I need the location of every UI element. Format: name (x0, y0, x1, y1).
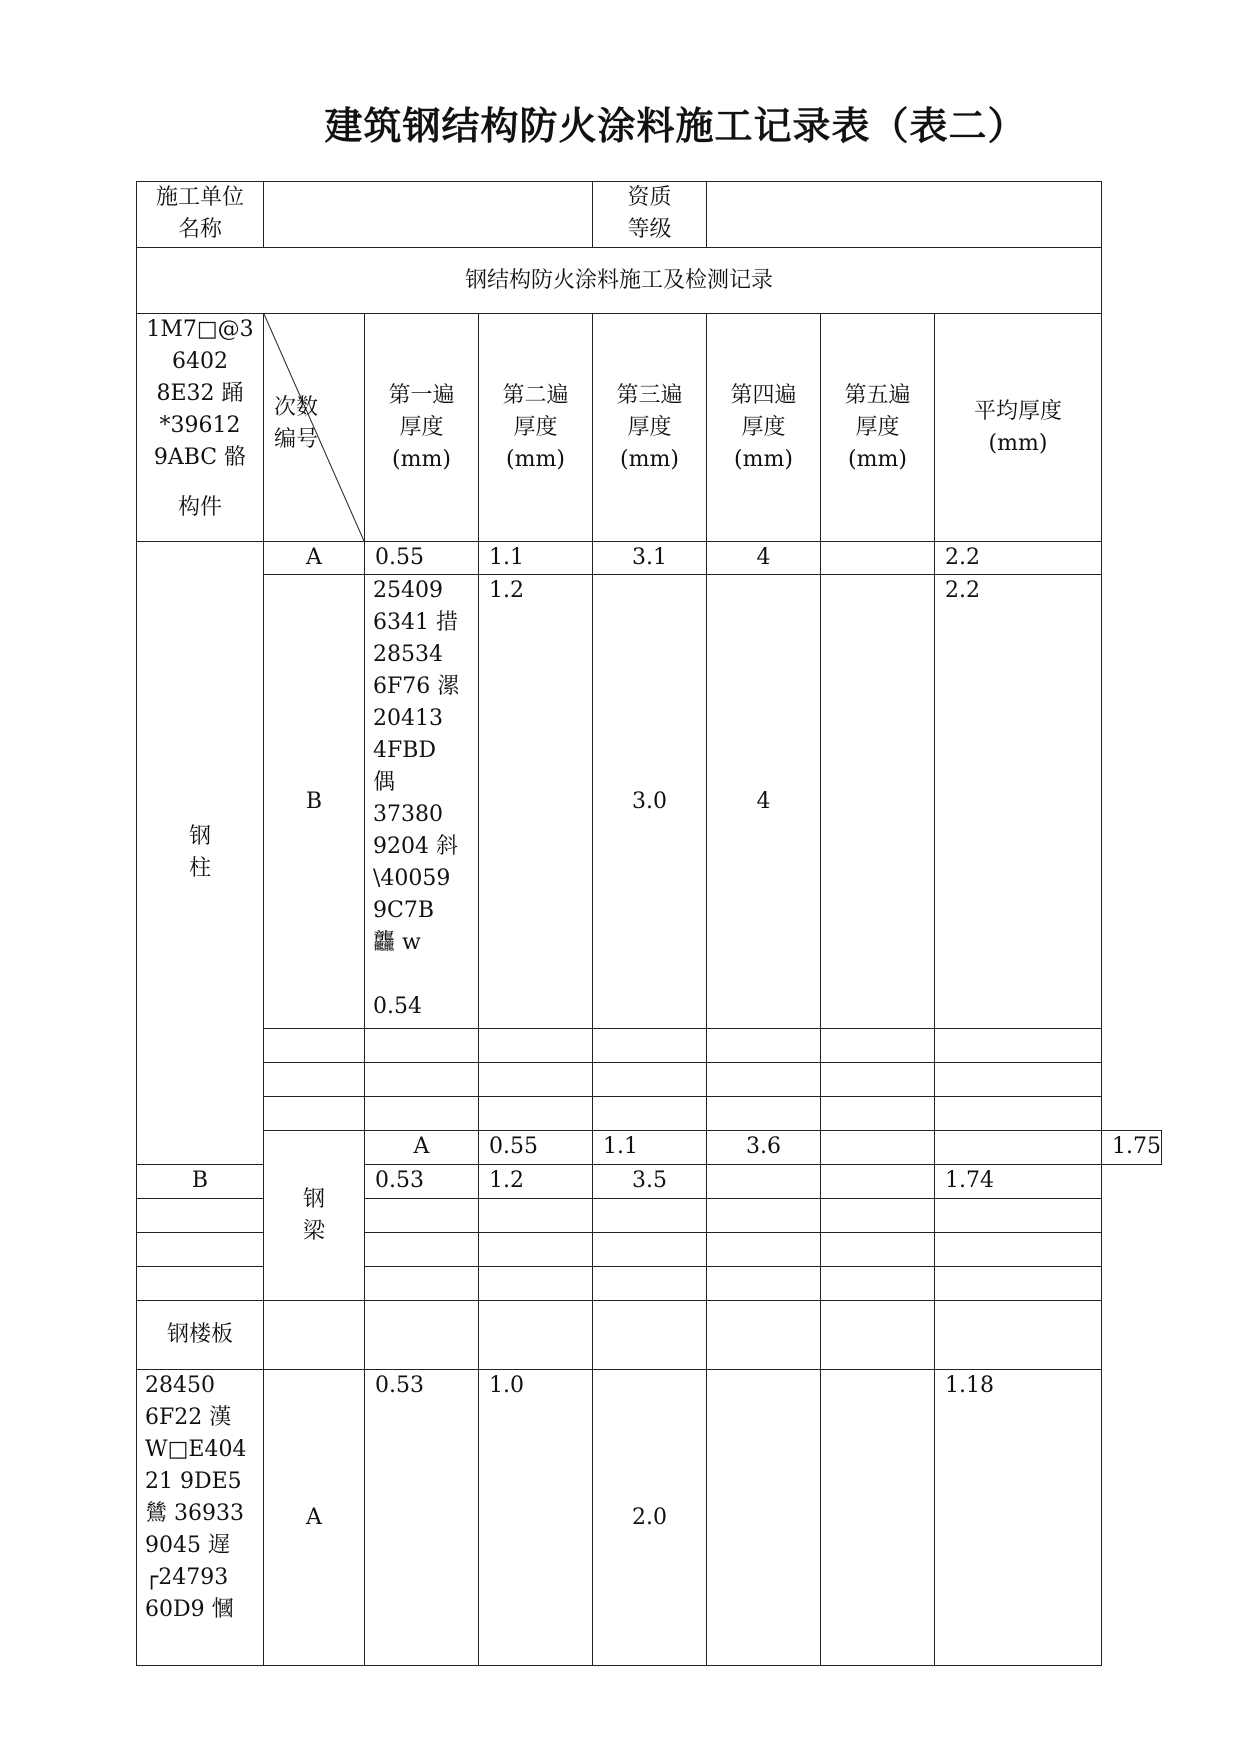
pass3-value[interactable]: 3.5 (593, 1165, 707, 1199)
row-id: B (264, 575, 365, 1029)
pass3-value[interactable]: 2.0 (593, 1370, 707, 1666)
pass5-value[interactable] (821, 1165, 935, 1199)
empty-cell[interactable] (935, 1199, 1102, 1233)
table-row (137, 1131, 1162, 1165)
empty-cell[interactable] (137, 1233, 264, 1267)
empty-cell[interactable] (593, 1199, 707, 1233)
pass2-value[interactable]: 1.1 (593, 1131, 707, 1165)
pass2-value[interactable]: 1.0 (479, 1370, 593, 1666)
empty-cell[interactable] (935, 1097, 1102, 1131)
empty-cell[interactable] (365, 1301, 479, 1370)
avg-value[interactable]: 2.2 (935, 575, 1102, 1029)
empty-cell[interactable] (821, 1097, 935, 1131)
table-row (137, 1097, 1162, 1131)
avg-value[interactable]: 1.18 (935, 1370, 1102, 1666)
empty-cell[interactable] (593, 1267, 707, 1301)
pass2-header: 第二遍 厚度 (mm) (479, 314, 593, 542)
pass2-value[interactable]: 1.1 (479, 542, 593, 575)
empty-cell[interactable] (593, 1063, 707, 1097)
empty-cell[interactable] (264, 1063, 365, 1097)
unit-name-label: 施工单位 名称 (137, 182, 264, 248)
pass5-value[interactable] (821, 542, 935, 575)
avg-thickness-header: 平均厚度 (mm) (935, 314, 1102, 542)
row-id: A (365, 1131, 479, 1165)
pass4-value[interactable] (821, 1131, 935, 1165)
empty-cell[interactable] (593, 1029, 707, 1063)
table-row (137, 1301, 1162, 1370)
record-table (136, 181, 1162, 1666)
empty-cell[interactable] (137, 1267, 264, 1301)
pass5-value[interactable] (935, 1131, 1102, 1165)
avg-value[interactable]: 2.2 (935, 542, 1102, 575)
pass4-value[interactable] (707, 1370, 821, 1666)
empty-cell[interactable] (479, 1063, 593, 1097)
section-title: 钢结构防火涂料施工及检测记录 (137, 248, 1102, 314)
group-label-steel-floor: 钢楼板 (137, 1301, 264, 1370)
empty-cell[interactable] (479, 1029, 593, 1063)
pass5-header: 第五遍 厚度 (mm) (821, 314, 935, 542)
empty-cell[interactable] (264, 1097, 365, 1131)
pass1-value[interactable]: 0.53 (365, 1370, 479, 1666)
group-label-garbled: 28450 6F22 漢 W□E404 21 9DE5 鷥 36933 9045 遅 ┌24793 60D9 慖 (137, 1370, 264, 1666)
empty-cell[interactable] (707, 1267, 821, 1301)
record-table-frame (136, 181, 1162, 1666)
empty-cell[interactable] (264, 1029, 365, 1063)
empty-cell[interactable] (821, 1301, 935, 1370)
table-row (137, 1029, 1162, 1063)
member-header-garbled: 1M7□@3 6402 8E32 踊 *39612 9ABC 骼 (146, 317, 254, 470)
empty-cell[interactable] (821, 1029, 935, 1063)
group-label-steel-beam: 钢 梁 (264, 1131, 365, 1301)
empty-cell[interactable] (479, 1233, 593, 1267)
pass5-value[interactable] (821, 575, 935, 1029)
page-title: 建筑钢结构防火涂料施工记录表（表二） (324, 103, 1027, 148)
pass2-value[interactable]: 1.2 (479, 1165, 593, 1199)
empty-cell[interactable] (707, 1233, 821, 1267)
pass2-value[interactable]: 1.2 (479, 575, 593, 1029)
table-row (137, 1370, 1162, 1666)
empty-cell[interactable] (479, 1267, 593, 1301)
row-id: B (137, 1165, 264, 1199)
empty-cell[interactable] (365, 1063, 479, 1097)
empty-cell[interactable] (479, 1199, 593, 1233)
empty-cell[interactable] (365, 1029, 479, 1063)
table-row (137, 542, 1162, 575)
empty-cell[interactable] (479, 1301, 593, 1370)
empty-cell[interactable] (593, 1233, 707, 1267)
table-row (137, 1063, 1162, 1097)
row-id: A (264, 542, 365, 575)
empty-cell[interactable] (707, 1063, 821, 1097)
empty-cell[interactable] (707, 1301, 821, 1370)
pass1-value[interactable]: 0.53 (365, 1165, 479, 1199)
empty-cell[interactable] (821, 1233, 935, 1267)
empty-cell[interactable] (935, 1267, 1102, 1301)
pass3-header: 第三遍 厚度 (mm) (593, 314, 707, 542)
member-header-label: 构件 (177, 495, 222, 520)
empty-cell[interactable] (593, 1301, 707, 1370)
empty-cell[interactable] (821, 1199, 935, 1233)
diagonal-header-label: 次数 编号 (274, 395, 319, 452)
pass1-value[interactable]: 0.55 (479, 1131, 593, 1165)
empty-cell[interactable] (137, 1199, 264, 1233)
pass5-value[interactable] (821, 1370, 935, 1666)
empty-cell[interactable] (935, 1301, 1102, 1370)
pass1-value[interactable]: 25409 6341 措 28534 6F76 漯 20413 4FBD 偶 37380 9204 斜 \40059 9C7B 龘 w 0.54 (365, 575, 479, 1029)
pass3-value[interactable]: 3.1 (593, 542, 707, 575)
empty-cell[interactable] (707, 1097, 821, 1131)
avg-value[interactable]: 1.74 (935, 1165, 1102, 1199)
pass4-value[interactable] (707, 1165, 821, 1199)
group-label-steel-column: 钢 柱 (137, 542, 264, 1165)
empty-cell[interactable] (935, 1029, 1102, 1063)
qualification-label: 资质 等级 (593, 182, 707, 248)
empty-cell[interactable] (821, 1267, 935, 1301)
pass4-value[interactable]: 4 (707, 575, 821, 1029)
pass4-value[interactable]: 4 (707, 542, 821, 575)
empty-cell[interactable] (365, 1267, 479, 1301)
unit-name-value[interactable] (264, 182, 593, 248)
pass1-value[interactable]: 0.55 (365, 542, 479, 575)
diagonal-header-cell (264, 314, 365, 542)
empty-cell[interactable] (935, 1233, 1102, 1267)
row-id: A (264, 1370, 365, 1666)
pass3-value[interactable]: 3.0 (593, 575, 707, 1029)
table-row (137, 575, 1162, 1029)
empty-cell[interactable] (365, 1233, 479, 1267)
empty-cell[interactable] (707, 1029, 821, 1063)
empty-cell[interactable] (707, 1199, 821, 1233)
empty-cell[interactable] (593, 1097, 707, 1131)
empty-cell[interactable] (365, 1097, 479, 1131)
empty-cell[interactable] (479, 1097, 593, 1131)
pass3-value[interactable]: 3.6 (707, 1131, 821, 1165)
pass4-header: 第四遍 厚度 (mm) (707, 314, 821, 542)
qualification-value[interactable] (707, 182, 1102, 248)
avg-value[interactable]: 1.75 (1102, 1131, 1162, 1165)
pass1-header: 第一遍 厚度 (mm) (365, 314, 479, 542)
empty-cell[interactable] (365, 1199, 479, 1233)
member-header-cell (137, 314, 264, 542)
empty-cell[interactable] (264, 1301, 365, 1370)
empty-cell[interactable] (821, 1063, 935, 1097)
empty-cell[interactable] (935, 1063, 1102, 1097)
